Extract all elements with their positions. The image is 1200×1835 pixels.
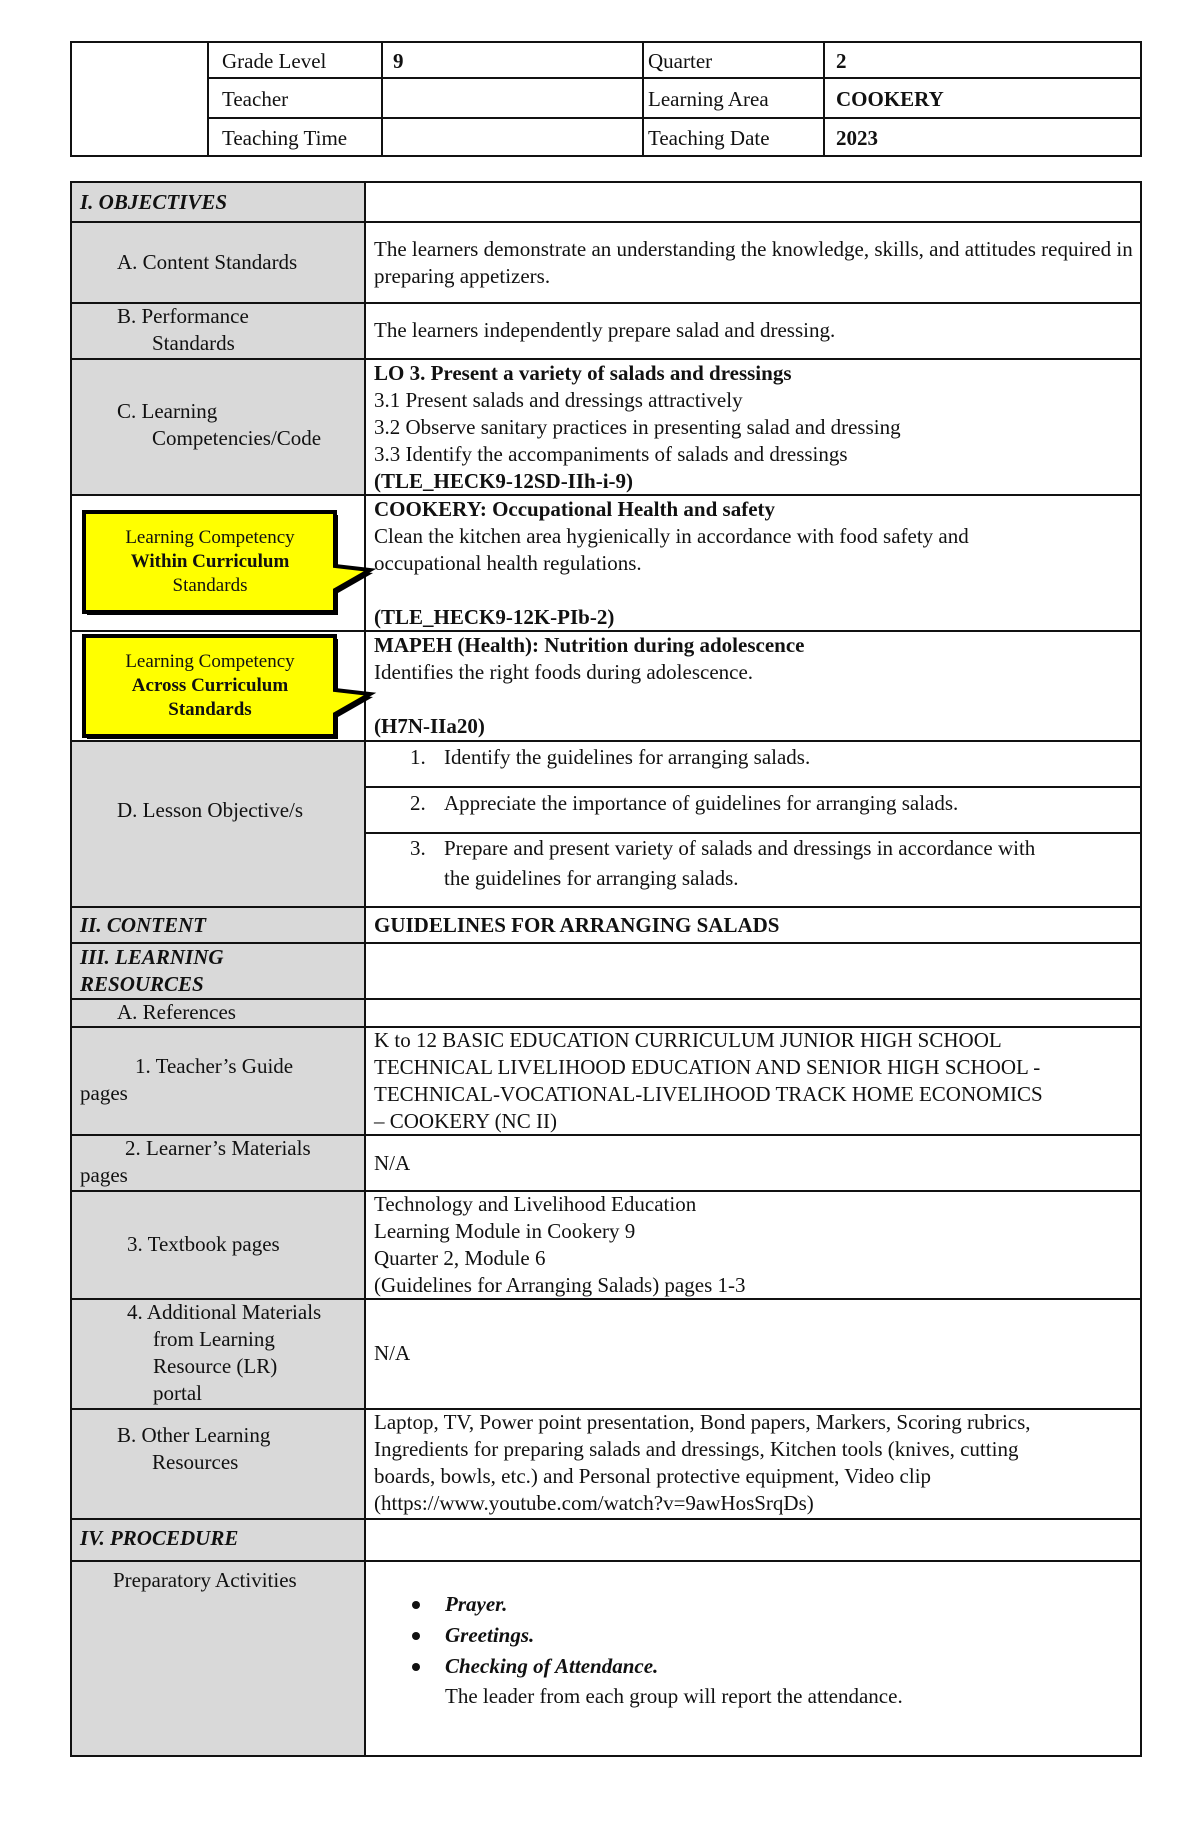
textbook-text: [374, 1191, 1134, 1299]
learners-materials-label-line1: 2. Learner’s Materials: [125, 1136, 311, 1160]
grade-level-label: Grade Level: [222, 49, 327, 73]
teacher-label: Teacher: [222, 87, 289, 111]
learners-materials-label: [80, 1135, 311, 1189]
teachers-guide-line: K to 12 BASIC EDUCATION CURRICULUM JUNIOR HIGH SCHOOL: [374, 1028, 1002, 1052]
across-callout-line3: Standards: [168, 699, 252, 720]
other-resources-line: boards, bowls, etc.) and Personal protective equipment, Video clip: [374, 1464, 932, 1488]
performance-label: [117, 303, 249, 357]
teachers-guide-label-line2: pages: [80, 1081, 128, 1105]
other-resources-label-line2: Resources: [152, 1450, 239, 1474]
within-text-line2: occupational health regulations.: [374, 551, 642, 575]
across-callout-line2: Across Curriculum: [131, 675, 289, 696]
procedure-item-prayer: Prayer.: [445, 1592, 508, 1616]
additional-materials-label: [127, 1299, 321, 1407]
lesson-item-number: 2.: [410, 791, 426, 815]
bullet-icon: [412, 1632, 420, 1640]
lesson-item: [410, 744, 426, 771]
within-curriculum-competency: [374, 496, 1134, 631]
textbook-line: Technology and Livelihood Education: [374, 1192, 697, 1216]
competencies-label-line2: Competencies/Code: [152, 426, 322, 450]
grade-level-value: 9: [393, 49, 404, 73]
lesson-item-text-line1: Prepare and present variety of salads and dressings in accordance with: [444, 836, 1036, 860]
teachers-guide-line: TECHNICAL-VOCATIONAL-LIVELIHOOD TRACK HOME ECONOMICS: [374, 1082, 1043, 1106]
lo-item: 3.2 Observe sanitary practices in presenting salad and dressing: [374, 415, 901, 439]
procedure-item-attendance: Checking of Attendance.: [445, 1654, 659, 1678]
lo-title: LO 3. Present a variety of salads and dressings: [374, 361, 792, 385]
quarter-value: 2: [836, 49, 847, 73]
other-resources-label: [117, 1422, 270, 1476]
objectives-heading: I. OBJECTIVES: [80, 190, 228, 214]
performance-text: The learners independently prepare salad and dressing.: [374, 318, 836, 342]
textbook-line: (Guidelines for Arranging Salads) pages 1-3: [374, 1273, 746, 1297]
quarter-label: Quarter: [648, 49, 713, 73]
competencies-label-line1: C. Learning: [117, 399, 218, 423]
other-resources-line: (https://www.youtube.com/watch?v=9awHosSrqDs): [374, 1491, 814, 1515]
performance-label-line2: Standards: [152, 331, 235, 355]
within-callout-text: [88, 526, 332, 598]
other-resources-text: [374, 1409, 1134, 1517]
preparatory-activities-label: Preparatory Activities: [113, 1568, 297, 1592]
teachers-guide-text: [374, 1027, 1134, 1135]
procedure-heading: IV. PROCEDURE: [80, 1526, 239, 1550]
teachers-guide-line: TECHNICAL LIVELIHOOD EDUCATION AND SENIOR HIGH SCHOOL -: [374, 1055, 1041, 1079]
bullet-icon: [412, 1601, 420, 1609]
lesson-item-number: 3.: [410, 836, 426, 860]
attendance-note: The leader from each group will report the attendance.: [445, 1684, 903, 1708]
procedure-item-greetings: Greetings.: [445, 1623, 535, 1647]
within-callout-line3: Standards: [172, 575, 248, 596]
resources-heading-line1: III. LEARNING: [80, 945, 224, 969]
additional-materials-text: N/A: [374, 1341, 411, 1365]
content-value: GUIDELINES FOR ARRANGING SALADS: [374, 913, 780, 937]
lo-code: (TLE_HECK9-12SD-IIh-i-9): [374, 469, 634, 493]
lesson-item: [410, 835, 426, 862]
across-curriculum-competency: [374, 632, 1134, 740]
lesson-item-text: Identify the guidelines for arranging salads.: [444, 745, 811, 769]
teaching-date-value: 2023: [836, 126, 878, 150]
lesson-item-text: Appreciate the importance of guidelines for arranging salads.: [444, 791, 959, 815]
other-resources-label-line1: B. Other Learning: [117, 1423, 271, 1447]
additional-materials-line: portal: [153, 1381, 202, 1405]
teachers-guide-label-line1: 1. Teacher’s Guide: [135, 1054, 294, 1078]
learning-area-label: Learning Area: [648, 87, 769, 111]
content-standards-label: A. Content Standards: [117, 250, 298, 274]
lesson-item-text: [444, 835, 1134, 892]
teachers-guide-label: [80, 1053, 293, 1107]
learning-area-value: COOKERY: [836, 87, 944, 111]
across-text: Identifies the right foods during adolescence.: [374, 660, 754, 684]
within-code: (TLE_HECK9-12K-PIb-2): [374, 605, 615, 629]
references-label: A. References: [117, 1000, 236, 1024]
across-callout-line1: Learning Competency: [125, 651, 295, 672]
content-heading: II. CONTENT: [80, 913, 207, 937]
lesson-objectives-label: D. Lesson Objective/s: [117, 798, 304, 822]
textbook-line: Quarter 2, Module 6: [374, 1246, 546, 1270]
resources-heading: [80, 944, 224, 998]
additional-materials-line: 4. Additional Materials: [127, 1300, 322, 1324]
lesson-item: [410, 790, 426, 817]
teaching-date-label: Teaching Date: [648, 126, 770, 150]
within-callout-line1: Learning Competency: [125, 527, 295, 548]
teaching-time-label: Teaching Time: [222, 126, 348, 150]
other-resources-line: Ingredients for preparing salads and dressings, Kitchen tools (knives, cutting: [374, 1437, 1019, 1461]
within-title: COOKERY: Occupational Health and safety: [374, 497, 776, 521]
lo-item: 3.3 Identify the accompaniments of salads and dressings: [374, 442, 848, 466]
textbook-line: Learning Module in Cookery 9: [374, 1219, 636, 1243]
learners-materials-label-line2: pages: [80, 1163, 128, 1187]
additional-materials-line: from Learning: [153, 1327, 275, 1351]
competencies-label: [117, 398, 321, 452]
learning-outcome: [374, 360, 1134, 495]
across-title: MAPEH (Health): Nutrition during adolescence: [374, 633, 805, 657]
lesson-item-number: 1.: [410, 745, 426, 769]
across-code: (H7N-IIa20): [374, 714, 485, 738]
across-callout-text: [88, 650, 332, 722]
lesson-item-text-line2: the guidelines for arranging salads.: [444, 866, 739, 890]
content-standards-text: The learners demonstrate an understanding the knowledge, skills, and attitudes required in preparing appetizers.: [374, 237, 1133, 288]
learners-materials-text: N/A: [374, 1151, 411, 1175]
teachers-guide-line: – COOKERY (NC II): [374, 1109, 557, 1133]
other-resources-line: Laptop, TV, Power point presentation, Bond papers, Markers, Scoring rubrics,: [374, 1410, 1031, 1434]
within-callout-line2: Within Curriculum: [130, 551, 290, 572]
lo-item: 3.1 Present salads and dressings attractively: [374, 388, 743, 412]
performance-label-line1: B. Performance: [117, 304, 249, 328]
within-text-line1: Clean the kitchen area hygienically in accordance with food safety and: [374, 524, 969, 548]
additional-materials-line: Resource (LR): [153, 1354, 278, 1378]
textbook-label: 3. Textbook pages: [127, 1232, 280, 1256]
resources-heading-line2: RESOURCES: [80, 972, 204, 996]
bullet-icon: [412, 1663, 420, 1671]
